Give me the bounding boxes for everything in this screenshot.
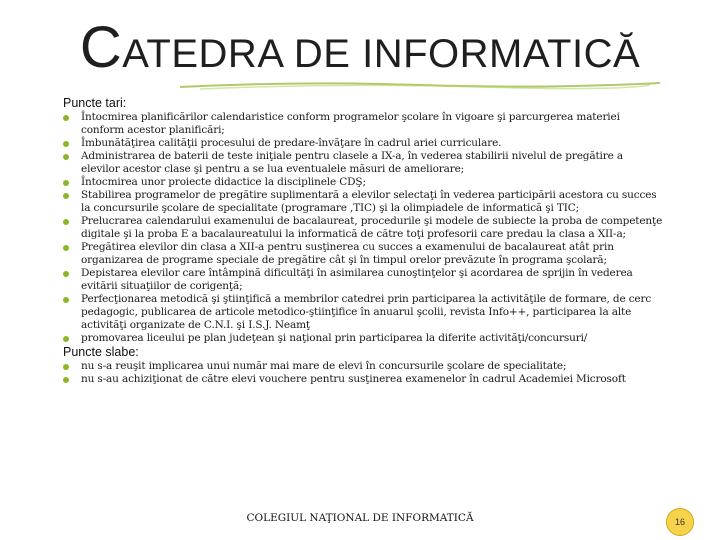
bullet-dot-icon — [63, 336, 69, 342]
list-item-text: Îmbunătăţirea calităţii procesului de predare-învăţare în cadrul ariei curriculare. — [81, 137, 502, 149]
list-item-text: Prelucrarea calendarului examenului de bacalaureat, procedurile şi modele de subiecte la proba de competenţe digitale şi la proba E a bacalaureatului la informatică de către toţi profesorii care predau la clasa a XII-a; — [81, 215, 663, 240]
bullet-dot-icon — [63, 193, 69, 199]
list-item — [63, 360, 663, 373]
list-item — [63, 215, 663, 241]
weaknesses-heading: Puncte slabe: — [63, 345, 139, 359]
bullet-dot-icon — [63, 245, 69, 251]
title-rest: ATEDRA DE INFORMATICĂ — [122, 32, 641, 76]
list-item-text: Perfecţionarea metodică şi ştiinţifică a membrilor catedrei prin participarea la activităţile de formare, de cerc pedagogic, publicarea de articole metodico-ştiinţifice în anuarul şcolii, revista Info++, participarea la alte activităţi organizate de C.N.I. şi I.S.J. Neamţ — [81, 293, 652, 331]
list-item — [63, 293, 663, 332]
list-item-text: nu s-a reuşit implicarea unui număr mai mare de elevi în concursurile şcolare de specialitate; — [81, 360, 567, 372]
bullet-dot-icon — [63, 154, 69, 160]
list-item — [63, 241, 663, 267]
slide-title — [0, 14, 720, 81]
list-item — [63, 111, 663, 137]
bullet-dot-icon — [63, 141, 69, 147]
list-item-text: Stabilirea programelor de pregătire suplimentară a elevilor selectaţi în vederea participării acestora cu succes la concursurile şcolare de specialitate (programare ,TIC) şi la olimpiadele de informatică şi TIC; — [81, 189, 657, 214]
list-item — [63, 150, 663, 176]
bullet-dot-icon — [63, 271, 69, 277]
bullet-dot-icon — [63, 219, 69, 225]
list-item — [63, 332, 663, 345]
footer-text: COLEGIUL NAŢIONAL DE INFORMATICĂ — [246, 512, 474, 524]
list-item-text: Depistarea elevilor care întâmpină dificultăţi în asimilarea cunoştinţelor şi acordarea de sprijin în vederea evitării situaţiilor de corigenţă; — [81, 267, 633, 292]
list-item-text: Administrarea de baterii de teste iniţiale pentru clasele a IX-a, în vederea stabilirii nivelul de pregătire a elevilor acestor clase şi pentru a se lua eventualele măsuri de ameliorare; — [81, 150, 623, 175]
list-item — [63, 189, 663, 215]
list-item-text: promovarea liceului pe plan judeţean şi naţional prin participarea la diferite activităţi/concursuri/ — [81, 332, 588, 344]
list-item — [63, 267, 663, 293]
title-first-letter: C — [79, 15, 123, 80]
weaknesses-list — [63, 360, 663, 386]
list-item — [63, 137, 663, 150]
list-item-text: Întocmirea unor proiecte didactice la disciplinele CDŞ; — [81, 176, 366, 188]
bullet-dot-icon — [63, 115, 69, 121]
slide-content — [63, 96, 663, 386]
strengths-list — [63, 111, 663, 345]
list-item-text: Întocmirea planificărilor calendaristice conform programelor şcolare în vigoare şi parcurgerea materiei conform acestor planificări; — [81, 111, 620, 136]
bullet-dot-icon — [63, 364, 69, 370]
bullet-dot-icon — [63, 377, 69, 383]
bullet-dot-icon — [63, 180, 69, 186]
list-item — [63, 373, 663, 386]
title-underline-icon — [180, 80, 660, 90]
strengths-heading: Puncte tari: — [63, 96, 127, 110]
list-item-text: Pregătirea elevilor din clasa a XII-a pentru susţinerea cu succes a examenului de bacalaureat atât prin organizarea de programe speciale de pregătire cât şi în timpul orelor prevăzute în programa şcolară; — [81, 241, 614, 266]
bullet-dot-icon — [63, 297, 69, 303]
list-item-text: nu s-au achiziţionat de către elevi vouchere pentru susţinerea examenelor în cadrul Academiei Microsoft — [81, 373, 626, 385]
page-number-badge: 16 — [666, 508, 694, 536]
list-item — [63, 176, 663, 189]
